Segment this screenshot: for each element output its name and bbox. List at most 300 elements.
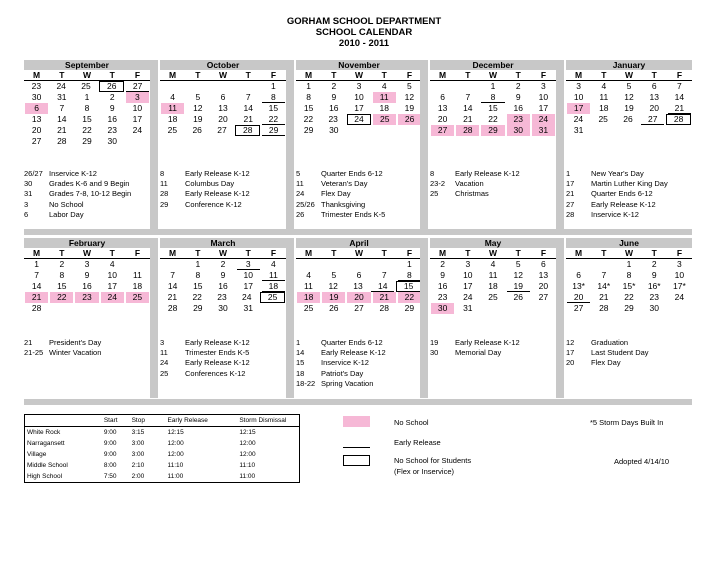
month-events-september [24,169,150,220]
day-cell: 9 [84,270,90,280]
day-cell: 11 [303,281,313,291]
week-row [296,81,422,92]
event-date: 3 [160,338,165,347]
week-row [160,292,286,303]
day-cell: 21 [668,103,691,114]
schedule-cell: 3:00 [131,451,145,458]
day-cell: 5 [515,259,521,269]
day-cell [126,303,149,314]
day-cell: 10 [538,92,549,102]
week-row [24,259,150,270]
day-cell: 10 [354,92,364,102]
day-cell: 5 [195,92,201,102]
weekday-label: T [195,70,201,80]
week-row [160,270,286,281]
event-date: 26/27 [24,169,43,178]
day-cell: 10 [674,270,685,280]
event-item [296,358,422,368]
event-description: Graduation [591,338,629,347]
day-cell: 23 [437,292,448,302]
schedule-cell: 9:00 [103,451,117,458]
weekday-label: M [305,248,313,258]
day-cell: 16 [107,114,117,124]
day-cell: 23 [75,292,98,303]
legend-early-release: Early Release [394,438,441,447]
event-item [296,169,422,179]
day-cell [373,125,396,136]
event-item [160,338,286,348]
day-cell: 27 [538,292,549,302]
day-cell: 6 [576,270,581,280]
event-item [296,379,422,389]
week-row [430,81,556,92]
day-cell: 24 [573,114,584,124]
week-row [430,270,556,281]
weekday-label: T [59,70,65,80]
title-line-1: GORHAM SCHOOL DEPARTMENT [286,16,442,27]
day-cell: 28 [167,303,178,313]
adopted-date: Adopted 4/14/10 [614,457,670,466]
event-date: 23-2 [430,179,446,189]
weekday-label: F [540,248,547,258]
event-date: 25 [430,189,439,199]
day-cell: 14 [31,281,42,291]
day-cell: 15* [622,281,636,291]
day-cell: 17* [673,281,686,291]
day-cell: 19 [507,281,530,292]
day-cell: 1 [306,81,311,91]
day-cell: 1 [34,259,39,269]
day-cell: 30 [431,303,454,314]
day-cell: 4 [490,259,496,269]
day-cell: 26 [398,114,421,125]
day-cell: 16 [437,281,448,291]
day-cell: 14 [243,103,253,113]
event-date: 12 [566,338,575,347]
day-cell [456,81,479,92]
day-cell: 18 [599,103,609,113]
schedule-cell: 3:00 [131,440,145,447]
event-item [430,179,556,189]
title-line-3: 2010 - 2011 [338,38,390,49]
day-cell: 21 [599,292,609,302]
day-cell: 19 [404,103,415,113]
weekday-label: T [465,70,471,80]
title-line-2: SCHOOL CALENDAR [315,27,413,38]
week-row [566,125,692,136]
day-cell: 5 [331,270,337,280]
weekday-label: T [331,70,337,80]
event-item [296,179,422,189]
event-item [296,210,422,220]
week-row [296,92,422,103]
day-cell: 8 [84,103,90,113]
day-cell: 18 [297,292,320,303]
week-row [566,292,692,303]
weekday-header [430,70,556,81]
event-description: Flex Day [591,358,621,368]
day-cell: 26 [192,125,202,135]
schedule-header-cell: Stop [130,415,166,427]
event-item [566,189,692,199]
day-cell: 29 [262,125,285,136]
day-cell: 8 [398,270,421,281]
event-date: 27 [566,199,575,209]
day-cell: 21 [243,114,253,124]
day-cell: 7 [465,92,471,102]
schedule-cell: 8:00 [103,462,117,469]
event-item [566,338,692,348]
event-date: 11 [160,179,168,189]
month-november [296,60,422,136]
day-cell: 27 [641,114,664,125]
event-description: New Year's Day [591,169,644,178]
day-cell: 29 [82,136,92,146]
event-item [24,189,150,199]
event-description: Inservice K-12 [321,358,369,368]
day-cell: 2 [515,81,521,91]
event-description: Winter Vacation [49,348,102,358]
event-description: Early Release K-12 [321,348,386,358]
day-cell [237,81,260,92]
event-item [296,200,422,210]
weekday-label: W [624,70,634,80]
week-row [430,92,556,103]
month-march [160,238,286,314]
day-cell: 20 [218,114,228,124]
day-cell: 1 [626,259,632,269]
event-description: Trimester Ends K-5 [321,209,386,219]
event-date: 30 [24,179,33,189]
day-cell: 1 [271,81,276,91]
weekday-label: F [540,70,547,80]
month-september [24,60,150,147]
day-cell: 28 [599,303,609,313]
day-cell [126,259,149,270]
event-date: 15 [296,358,305,368]
day-cell: 17 [243,281,253,291]
event-item [24,179,150,189]
day-cell: 6 [651,81,657,91]
weekday-label: F [406,70,413,80]
day-cell: 23 [31,81,42,91]
day-cell: 29 [481,125,504,136]
day-cell: 25 [373,114,396,125]
day-cell [532,303,555,314]
event-item [24,200,150,210]
day-cell: 23 [507,114,530,125]
day-cell: 31 [57,92,67,102]
event-item [160,369,286,379]
schedule-cell: 2:10 [131,462,145,469]
event-date: 21 [566,189,575,199]
schedule-cell: 9:00 [103,429,117,436]
weekday-header [24,70,150,81]
event-date: 24 [160,358,169,368]
day-cell: 16* [647,281,661,291]
week-row [430,125,556,136]
day-cell: 7 [381,270,387,280]
week-row [296,281,422,292]
day-cell: 3 [84,259,90,269]
month-events-june [566,338,692,369]
month-events-february [24,338,150,358]
day-cell: 31 [243,303,253,313]
event-item [430,189,556,199]
day-cell: 3 [237,259,260,270]
day-cell: 10 [243,270,253,280]
schedule-cell: 12:00 [239,440,256,447]
day-cell: 19 [322,292,345,303]
weekday-label: M [439,248,447,258]
day-cell [101,303,124,314]
event-date: 11 [296,179,304,189]
day-cell: 8 [262,92,285,103]
event-item [430,169,556,179]
day-cell: 20 [31,125,42,135]
event-item [160,200,286,210]
schedule-cell: 12:00 [167,451,184,458]
day-cell: 9 [440,270,445,280]
week-row [296,114,422,125]
event-description: Last Student Day [591,348,649,358]
day-cell: 30 [31,92,42,102]
event-description: Grades 7-8, 10-12 Begin [49,189,132,199]
day-cell: 28 [31,303,42,313]
storm-days-note: *5 Storm Days Built In [590,418,664,427]
event-date: 18 [296,368,305,378]
day-cell: 27 [431,125,454,136]
weekday-label: F [134,70,141,80]
day-cell: 23 [328,114,338,124]
day-cell: 6 [220,92,226,102]
event-date: 17 [566,179,575,189]
day-cell: 29 [303,125,314,135]
week-row [160,103,286,114]
day-cell [592,125,615,136]
day-cell: 4 [306,270,311,280]
week-row [296,125,422,136]
day-cell: 9 [515,92,521,102]
day-cell: 4 [170,92,175,102]
no-school-swatch [343,416,370,427]
day-cell: 24 [532,114,555,125]
schedule-header-cell [25,415,102,427]
day-cell: 21 [25,292,48,303]
month-events-november [296,169,422,220]
day-cell: 3 [576,81,581,91]
day-cell: 31 [532,125,555,136]
day-cell: 6 [25,103,48,114]
weekday-label: T [381,70,387,80]
event-item [24,169,150,179]
event-date: 28 [160,189,169,199]
week-row [566,303,692,314]
day-cell: 11 [599,92,609,102]
day-cell [126,136,149,147]
day-cell: 4 [601,81,607,91]
no-school-students-swatch [343,455,370,466]
day-cell: 18 [132,281,143,291]
event-description: No School [49,199,84,209]
event-item [160,348,286,358]
schedule-cell: High School [27,473,63,480]
day-cell: 13 [437,103,448,113]
day-cell: 3 [677,259,682,269]
day-cell: 28 [57,136,67,146]
schedule-cell: 11:10 [167,462,184,469]
day-cell: 25 [81,81,91,91]
event-item [566,200,692,210]
event-description: Inservice K-12 [591,209,639,219]
day-cell: 11 [262,270,285,281]
week-row [160,281,286,292]
day-cell: 26 [329,303,339,313]
day-cell: 6 [356,270,362,280]
day-cell: 21 [57,125,67,135]
column-divider [286,60,294,230]
week-row [430,259,556,270]
bell-schedule-table [25,415,299,482]
day-cell: 15 [82,114,92,124]
day-cell: 27 [31,136,42,146]
weekday-label: T [381,248,387,258]
week-row [430,303,556,314]
day-cell: 2 [651,259,657,269]
day-cell: 13 [649,92,659,102]
schedule-row [25,460,299,471]
weekday-label: T [59,248,65,258]
schedule-cell: 12:15 [239,429,256,436]
event-date: 17 [566,348,575,358]
day-cell: 16 [82,281,92,291]
weekday-label: M [439,70,447,80]
event-description: Trimester Ends K-5 [185,348,250,358]
month-events-april [296,338,422,389]
weekday-label: T [465,248,471,258]
event-item [160,169,286,179]
day-cell: 25 [488,292,498,302]
row-divider [24,399,692,405]
event-description: Conference K-12 [185,199,242,209]
event-description: Quarter Ends 6-12 [591,189,653,199]
weekday-label: F [406,248,413,258]
week-row [566,103,692,114]
day-cell: 28 [666,114,691,125]
week-row [24,114,150,125]
event-description: Early Release K-12 [455,338,520,347]
week-row [24,81,150,92]
day-cell: 10 [107,270,117,280]
month-events-january [566,169,692,220]
day-cell: 12 [513,270,523,280]
weekday-label: T [331,248,337,258]
event-date: 8 [430,169,435,178]
weekday-label: T [651,248,657,258]
day-cell: 21 [373,292,396,303]
day-cell: 22 [192,292,202,302]
week-row [24,270,150,281]
event-description: Martin Luther King Day [591,179,668,189]
day-cell: 31 [463,303,473,313]
column-divider [556,60,564,230]
day-cell: 9 [651,270,657,280]
weekday-label: M [575,70,583,80]
event-description: Inservice K-12 [49,169,97,178]
event-date: 31 [24,189,33,199]
day-cell: 11 [161,103,184,114]
schedule-cell: 12:15 [167,429,184,436]
week-row [296,303,422,314]
week-row [296,259,422,270]
day-cell: 15 [57,281,67,291]
event-date: 6 [24,209,29,219]
day-cell: 29 [624,303,634,313]
weekday-label: T [109,248,115,258]
day-cell [161,259,184,270]
event-date: 3 [24,199,29,209]
day-cell: 20 [437,114,448,124]
event-date: 1 [566,169,571,178]
weekday-label: F [676,248,683,258]
day-cell: 22 [488,114,498,124]
day-cell: 12 [624,92,634,102]
day-cell [50,303,73,314]
day-cell: 3 [465,259,471,269]
event-description: Early Release K-12 [185,338,250,347]
week-row [430,114,556,125]
weekday-label: W [354,248,364,258]
event-item [566,358,692,368]
event-date: 29 [160,199,169,209]
weekday-label: T [515,248,521,258]
day-cell: 10 [463,270,473,280]
week-row [160,81,286,92]
day-cell: 2 [220,259,226,269]
event-item [430,348,556,358]
day-cell: 28 [235,125,260,136]
day-cell: 22 [624,292,634,302]
day-cell: 17 [567,103,590,114]
week-row [160,259,286,270]
event-date: 21 [24,338,33,347]
event-item [296,338,422,348]
event-description: Christmas [455,189,489,199]
day-cell [322,259,345,270]
month-name: April [296,238,422,248]
weekday-header [296,70,422,81]
event-date: 20 [566,358,575,368]
weekday-label: M [169,70,177,80]
day-cell: 15 [268,103,279,113]
day-cell: 24 [347,114,372,125]
weekday-label: F [676,70,683,80]
legend-no-school-students: No School for Students [394,456,472,465]
weekday-label: M [33,248,41,258]
day-cell: 1 [84,92,90,102]
month-april [296,238,422,314]
month-october [160,60,286,136]
day-cell: 4 [271,259,276,269]
day-cell: 15 [488,103,498,113]
day-cell: 11 [373,92,396,103]
day-cell: 12 [404,92,415,102]
schedule-cell: 11:10 [239,462,256,469]
event-description: Early Release K-12 [185,189,250,199]
day-cell: 17 [538,103,549,113]
weekday-header [566,70,692,81]
day-cell: 17 [463,281,473,291]
